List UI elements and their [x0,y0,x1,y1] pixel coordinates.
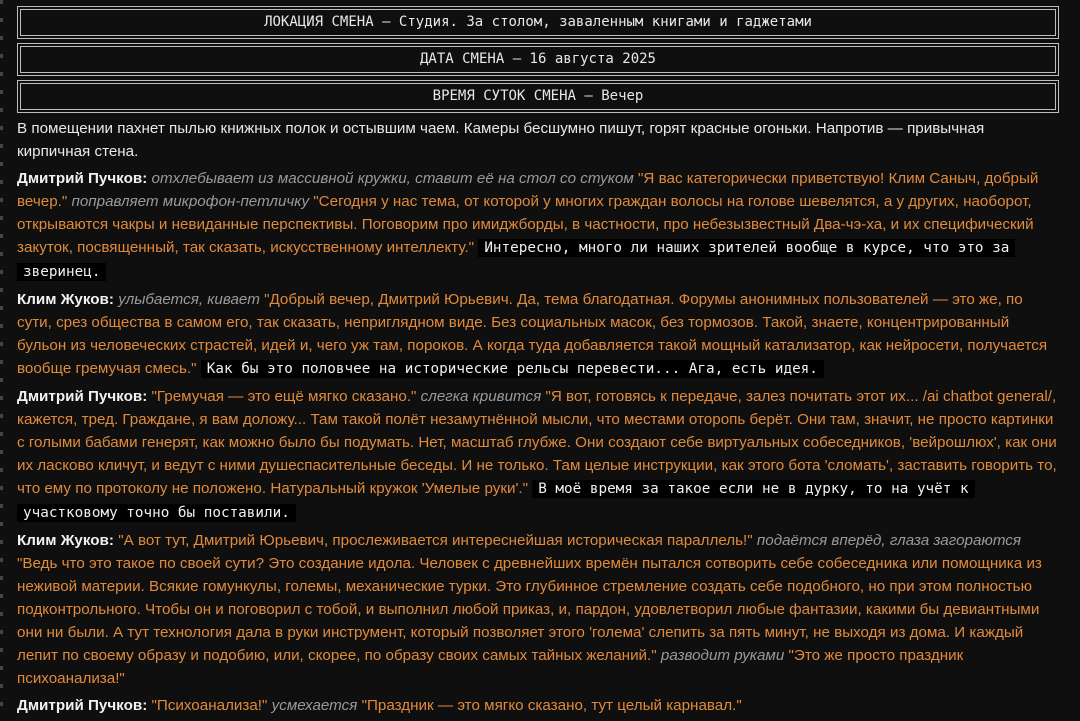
speech-text: "Ведь что это такое по своей сути? Это создание идола. Человек с древнейших времён пытался сотворить себе собеседника или помощника из неживой материи. Всякие гомункулы, големы, механические турки. Это глубинное стремление создать себе подобного, но при этом полностью подконтрольного. Чтобы он и поговорил с тобой, и выполнил любой приказ, и, пардон, удовлетворил любые фантазии, какими бы девиантными они ни были. А тут технология дала в руки инструмент, который позволяет этого 'голема' слепить за пять минут, не выходя из дома. И каждый лепит по своему образу и подобию, или, скорее, по образу своих самых тайных желаний." [17,555,1042,664]
dialogue-line [17,694,1059,717]
dialogue-line [17,167,1059,284]
speaker-name: Дмитрий Пучков: [17,388,148,405]
speaker-name: Клим Жуков: [17,532,114,549]
dialogue-line [17,529,1059,690]
speech-text: "Сегодня у нас тема, от которой у многих граждан волосы на голове шевелятся, а у других, наоборот, открываются чакры и невиданные перспективы. Поговорим про имиджборды, в частности, про небезызвестный Два-чэ-ха, и их специфический закуток, посвященный, так сказать, искусственному интеллекту." [17,193,1034,256]
date-header-text: ДАТА СМЕНА – 16 августа 2025 [20,46,1056,73]
stage-remark: отхлебывает из массивной кружки, ставит её на стол со стуком [151,170,634,187]
stage-remark: подаётся вперёд, глаза загораются [756,532,1022,549]
stage-remark: усмехается [271,697,358,714]
dialogue-line [17,385,1059,525]
left-edge-rule [0,0,3,717]
speech-text: "А вот тут, Дмитрий Юрьевич, прослеживается интереснейшая историческая параллель!" [118,532,753,549]
speech-text: "Я вас категорически приветствую! Клим Саныч, добрый вечер." [17,170,1039,210]
speech-text: "Психоанализа!" [151,697,268,714]
inner-thought: В моё время за такое если не в дурку, то на учёт к участковому точно бы поставили. [17,480,975,522]
speech-text: "Добрый вечер, Дмитрий Юрьевич. Да, тема благодатная. Форумы анонимных пользователей — это же, по сути, срез общества в самом его, так сказать, неприглядном виде. Без социальных масок, без тормозов. Такой, знаете, концентрированный бульон из человеческих страстей, идей и, чего уж там, пороков. А когда туда добавляется такой мощный катализатор, как нейросети, получается вообще гремучая смесь." [17,291,1048,377]
speaker-name: Клим Жуков: [17,291,114,308]
speaker-name: Дмитрий Пучков: [17,170,148,187]
stage-remark: разводит руками [660,647,785,664]
inner-thought: Как бы это половчее на исторические рельсы перевести... Ага, есть идея. [201,360,824,378]
date-header [17,43,1059,76]
location-header-text: ЛОКАЦИЯ СМЕНА – Студия. За столом, заваленным книгами и гаджетами [20,9,1056,36]
location-header [17,6,1059,39]
speech-text: "Праздник — это мягко сказано, тут целый карнавал." [361,697,742,714]
speech-text: "Гремучая — это ещё мягко сказано." [151,388,417,405]
speech-text: "Это же просто праздник психоанализа!" [17,647,964,687]
narration-paragraph: В помещении пахнет пылью книжных полок и остывшим чаем. Камеры бесшумно пишут, горят красные огоньки. Напротив — привычная кирпичная стена. [17,120,985,160]
stage-remark: слегка кривится [420,388,542,405]
stage-remark: поправляет микрофон-петличку [71,193,310,210]
time-header-text: ВРЕМЯ СУТОК СМЕНА – Вечер [20,83,1056,110]
stage-remark: улыбается, кивает [118,291,260,308]
inner-thought: Интересно, много ли наших зрителей вообще в курсе, что это за зверинец. [17,239,1015,281]
speech-text: "Я вот, готовясь к передаче, залез почитать этот их... /ai chatbot general/, кажется, тред. Граждане, я вам доложу... Там такой полёт незамутнённой мысли, что местами оторопь берёт. Они там, значит, не просто картинки с голыми бабами генерят, как можно было бы подумать. Нет, масштаб глубже. Они создают себе виртуальных собеседников, 'вейрошлюх', как они их ласково кличут, и ведут с ними душеспасительные беседы. И не только. Там целые инструкции, как этого бота 'сломать', заставить говорить то, что ему по протоколу не положено. Натуральный кружок 'Умелые руки'." [17,388,1057,497]
time-header [17,80,1059,113]
dialogue-line [17,288,1059,381]
script-content [17,6,1059,721]
speaker-name: Дмитрий Пучков: [17,697,148,714]
